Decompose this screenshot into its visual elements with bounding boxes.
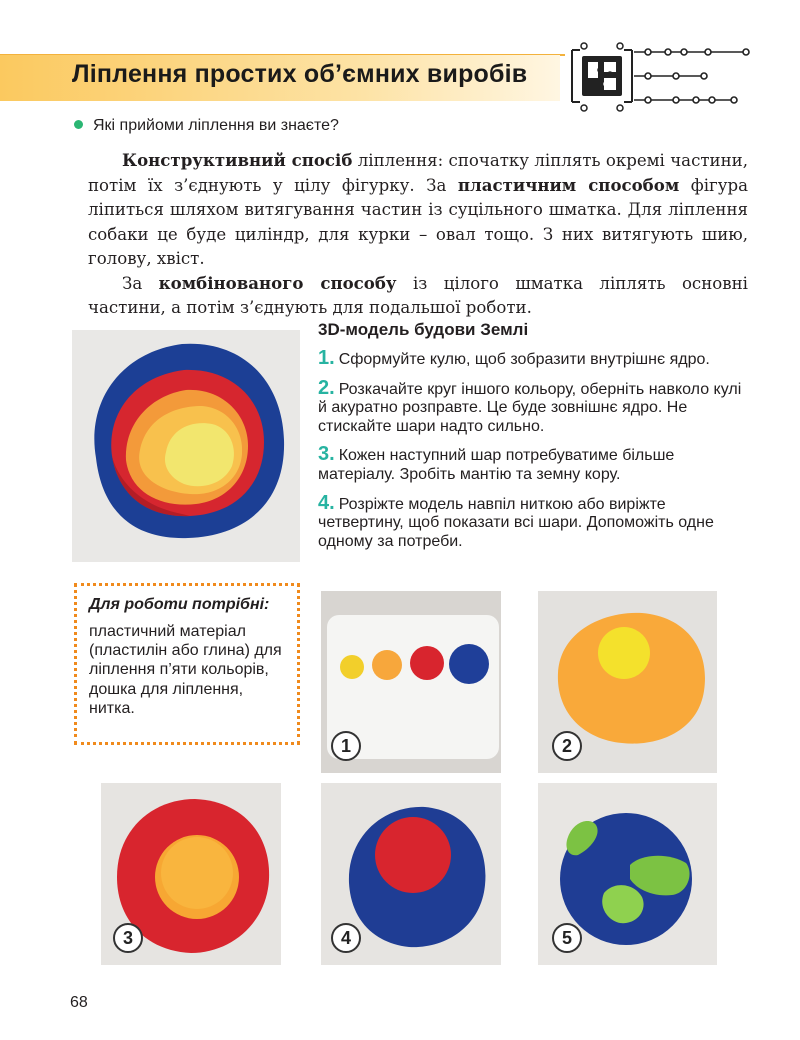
puzzle-circuit-icon xyxy=(564,38,754,119)
paragraph-1 xyxy=(88,148,748,271)
step-text: Розріжте модель навпіл ниткою або виріжте четвертину, щоб показати всі шари. Допоможіть одне одному за потреби. xyxy=(318,495,714,550)
step-number: 3. xyxy=(318,443,335,466)
step-photo-4 xyxy=(321,783,501,965)
step-number: 4. xyxy=(318,491,335,514)
p2-text-a: За xyxy=(122,274,159,294)
step-number: 1. xyxy=(318,347,335,369)
step-4 xyxy=(318,491,750,552)
earth-model-photo xyxy=(72,330,300,562)
step-text: Сформуйте кулю, щоб зобразити внутрішнє ядро. xyxy=(338,351,710,368)
step-photo-1 xyxy=(321,591,501,773)
question-line xyxy=(74,117,339,135)
steps-list xyxy=(318,349,750,560)
photo-label-4: 4 xyxy=(331,923,361,953)
question-text: Які прийоми ліплення ви знаєте? xyxy=(93,117,339,134)
p1-text-b: фігура ліпиться шляхом витягування частин із суцільного шматка. Для ліплення собаки це буде циліндр, для курки – овал тощо. З них витягують шию, голову, хвіст. xyxy=(88,176,749,268)
step-text: Кожен наступний шар потребуватиме більше матеріалу. Зробіть мантію та земну кору. xyxy=(318,447,675,483)
body-text xyxy=(88,148,748,320)
step-photo-3 xyxy=(101,783,281,965)
p1-text-a: ліплення: спочатку ліплять окремі частини, потім їх з’єднують у цілу фігурку. За xyxy=(88,151,748,196)
page-title: Ліплення простих об’ємних виробів xyxy=(72,60,528,88)
step-1 xyxy=(318,349,750,370)
step-photo-2 xyxy=(538,591,717,773)
photo-label-3: 3 xyxy=(113,923,143,953)
step-text: Розкачайте круг іншого кольору, оберніть навколо кулі й акуратно розправте. Це буде зовнішнє ядро. Не стискайте шари надто сильно. xyxy=(318,380,742,435)
model-heading: 3D-модель будови Землі xyxy=(318,320,529,339)
step-2 xyxy=(318,376,750,437)
term-plastic: пластичним способом xyxy=(457,175,680,196)
p2-text-b: із цілого шматка ліплять основні частини, а потім з’єднують для подальшої роботи. xyxy=(88,274,748,318)
materials-box xyxy=(74,583,300,745)
photo-label-1: 1 xyxy=(331,731,361,761)
materials-title: Для роботи потрібні: xyxy=(89,596,270,613)
step-number: 2. xyxy=(318,376,335,399)
term-constructive: Конструктивний спосіб xyxy=(122,150,353,170)
paragraph-2 xyxy=(88,271,748,320)
bullet-dot-icon xyxy=(74,120,83,129)
photo-label-2: 2 xyxy=(552,731,582,761)
term-combined: комбінованого способу xyxy=(158,273,397,294)
materials-text: пластичний матеріал (пластилін або глина) для ліплення п’яти кольорів, дошка для ліплення, нитка. xyxy=(89,623,282,717)
photo-label-5: 5 xyxy=(552,923,582,953)
step-3 xyxy=(318,445,750,484)
page-number: 68 xyxy=(70,994,88,1011)
step-photo-5 xyxy=(538,783,717,965)
